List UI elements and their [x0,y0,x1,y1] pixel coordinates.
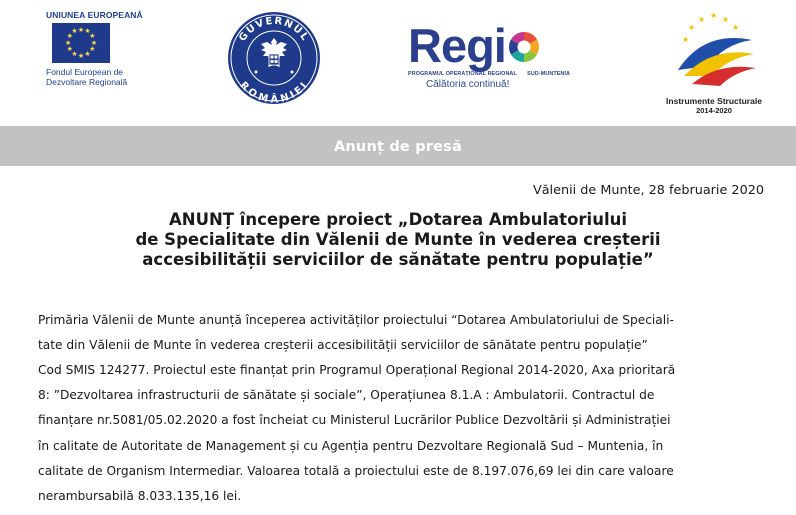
instrumente-line-1: Instrumente Structurale [666,96,762,106]
svg-text:★: ★ [688,23,696,32]
title-line-2: de Specialitate din Vălenii de Munte în vederea creșterii [135,230,661,249]
instrumente-structurale-logo [664,10,764,120]
eu-star-icon: ★ [77,51,85,60]
instrumente-structurale-icon [664,10,764,96]
title-line-1: ANUNȚ începere proiect „Dotarea Ambulatoriului [168,210,627,229]
regio-region: SUD-MUNTENIA [527,71,570,77]
seal-text-top: GUVERNUL [237,15,311,44]
eu-star-icon: ★ [90,38,98,47]
body-line: tate din Vălenii de Munte în vederea creșterii accesibilității serviciilor de sănătate pentru populație” [38,337,648,352]
svg-text:★: ★ [710,11,718,20]
logo-row [0,0,796,122]
eu-star-icon: ★ [71,27,78,36]
eu-star-icon: ★ [71,49,78,58]
eu-star-icon: ★ [89,32,96,40]
title-line-3: accesibilității serviciilor de sănătate pentru populație” [142,250,654,269]
body-line: nerambursabilă 8.033.135,16 lei. [38,488,242,503]
announcement-title [0,210,796,270]
eu-star-icon: ★ [84,27,91,36]
regio-tagline: Călătoria continuă! [426,79,510,90]
banner-text: Anunț de presă [333,139,462,155]
eu-star-icon: ★ [89,45,96,53]
eu-caption: UNIUNEA EUROPEANĂ [46,10,143,20]
svg-text:★: ★ [722,15,730,24]
body-line: 8: ”Dezvoltarea infrastructurii de sănătate și sociale”, Operațiunea 8.1.A : Ambulatorii. Contractul de [38,388,655,403]
svg-text:★: ★ [732,23,740,32]
regio-wordmark [408,19,580,72]
regio-word: Regi [408,19,506,72]
eu-flag-icon [52,23,110,63]
body-line: Primăria Vălenii de Munte anunță începerea activităților proiectului “Dotarea Ambulatoriului de Speciali- [38,312,674,327]
seal-text-bottom: ROMÂNIEI [237,79,311,106]
eu-star-icon: ★ [66,45,73,53]
eu-fund-line-2: Dezvoltare Regională [46,77,128,87]
announcement-body [38,301,764,515]
eu-star-icon: ★ [66,32,73,40]
eu-star-icon: ★ [64,38,72,47]
body-line: în calitate de Autoritate de Management și cu Agenția pentru Dezvoltare Regională Sud – Muntenia, în [38,438,664,453]
press-release-banner [0,126,796,166]
coat-of-arms-icon [226,10,322,106]
body-line: calitate de Organism Intermediar. Valoarea totală a proiectului este de 8.197.076,69 lei din care valoare [38,463,674,478]
eu-fund-name [46,67,156,87]
regio-program [408,71,580,77]
guvernul-romaniei-seal [226,10,322,106]
eu-logo [46,10,156,87]
regio-logo [408,19,580,102]
eu-star-icon: ★ [77,25,85,34]
instrumente-line-2: 2014-2020 [696,106,732,115]
eu-fund-line-1: Fondul European de [46,67,124,77]
body-line: Cod SMIS 124277. Proiectul este finanțat prin Programul Operațional Regional 2014-2020, Axa prioritară [38,362,676,377]
svg-text:★: ★ [682,35,690,44]
regio-color-wheel-icon [506,25,542,61]
regio-program-name: PROGRAMUL OPERAȚIONAL REGIONAL [408,71,517,77]
date-line: Vălenii de Munte, 28 februarie 2020 [532,183,764,198]
eu-star-icon: ★ [84,49,91,58]
svg-text:★: ★ [698,15,706,24]
body-line: finanțare nr.5081/05.02.2020 a fost încheiat cu Ministerul Lucrărilor Publice Dezvoltării și Administrației [38,413,671,428]
